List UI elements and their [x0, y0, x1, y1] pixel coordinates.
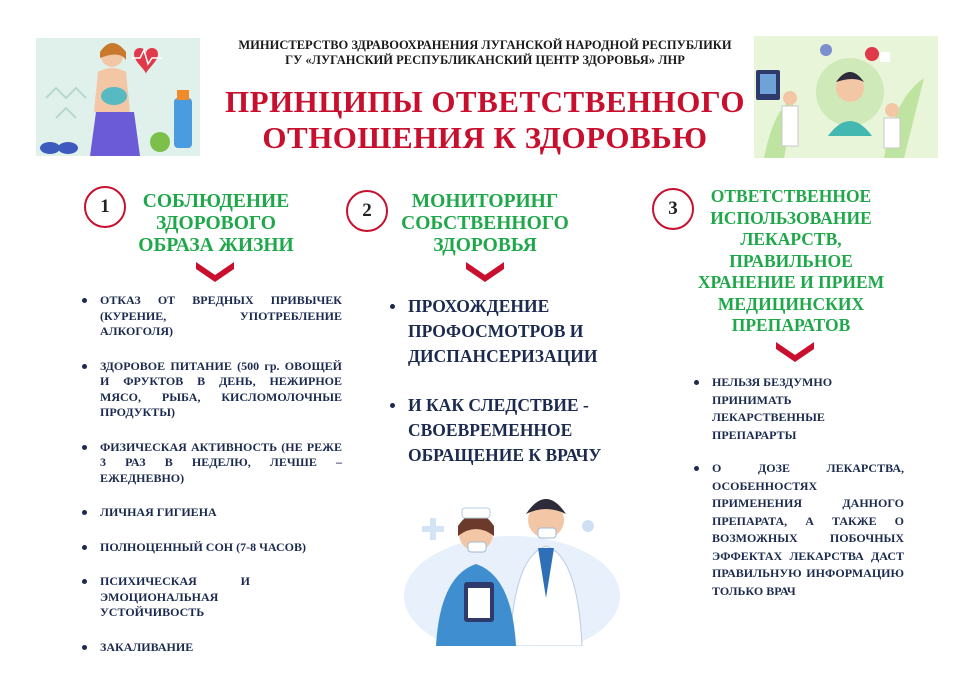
column-3-list [692, 374, 904, 616]
column-3-title-line: ПРАВИЛЬНОЕ [729, 250, 853, 271]
column-3-title-line: ЛЕКАРСТВ, [740, 229, 842, 249]
column-3-title-line: ХРАНЕНИЕ И ПРИЕМ [697, 272, 885, 292]
nurse-doctor-illustration [402, 486, 624, 646]
list-item: НЕЛЬЗЯ БЕЗДУМНО ПРИНИМАТЬ ЛЕКАРСТВЕННЫЕ ПРЕПАРАРТЫ [692, 374, 862, 444]
page-title [200, 84, 770, 156]
title-line-1: ПРИНЦИПЫ ОТВЕТСТВЕННОГО [225, 84, 745, 119]
list-item: ОТКАЗ ОТ ВРЕДНЫХ ПРИВЫЧЕК (КУРЕНИЕ, УПОТРЕБЛЕНИЕ АЛКОГОЛЯ) [80, 293, 342, 340]
chevron-down-icon [466, 262, 504, 282]
column-3-title-line: МЕДИЦИНСКИХ [717, 293, 865, 314]
list-item: О ДОЗЕ ЛЕКАРСТВА, ОСОБЕННОСТЯХ ПРИМЕНЕНИЯ ДАННОГО ПРЕПАРАТА, А ТАКЖЕ О ВОЗМОЖНЫХ ПОБОЧНЫХ ЭФФЕКТАХ ЛЕКАРСТВА ДАСТ ПРАВИЛЬНУЮ ИНФОРМАЦИЮ ТОЛЬКО ВРАЧ [692, 460, 904, 600]
column-1-list [80, 293, 342, 674]
column-2-list [388, 294, 618, 492]
list-item: ПОЛНОЦЕННЫЙ СОН (7-8 ЧАСОВ) [80, 540, 342, 556]
column-2-title-line: МОНИТОРИНГ [411, 191, 559, 212]
column-3-title-line: ИСПОЛЬЗОВАНИЕ [710, 207, 872, 228]
list-item: ФИЗИЧЕСКАЯ АКТИВНОСТЬ (НЕ РЕЖЕ 3 РАЗ В НЕДЕЛЮ, ЛЕЧШЕ – ЕЖЕДНЕВНО) [80, 440, 342, 487]
column-2-title [388, 191, 582, 257]
column-3-title-line: ОТВЕТСТВЕННОЕ [710, 186, 872, 206]
column-2-title-line: ЗДОРОВЬЯ [433, 235, 537, 256]
list-item: ПРОХОЖДЕНИЕ ПРОФОСМОТРОВ И ДИСПАНСЕРИЗАЦИИ [388, 294, 618, 369]
column-1-title [126, 191, 306, 257]
title-line-2: ОТНОШЕНИЯ К ЗДОРОВЬЮ [262, 120, 708, 155]
list-item: И КАК СЛЕДСТВИЕ - СВОЕВРЕМЕННОЕ ОБРАЩЕНИЕ К ВРАЧУ [388, 393, 618, 468]
column-3-title [686, 186, 896, 337]
column-2-title-line: СОБСТВЕННОГО [401, 213, 569, 234]
list-item: ЗАКАЛИВАНИЕ [80, 640, 342, 656]
ministry-line-2: ГУ «ЛУГАНСКИЙ РЕСПУБЛИКАНСКИЙ ЦЕНТР ЗДОРОВЬЯ» ЛНР [285, 53, 685, 67]
healthy-woman-illustration [36, 38, 200, 156]
step-number-2: 2 [346, 190, 388, 232]
list-item: ЗДОРОВОЕ ПИТАНИЕ (500 гр. ОВОЩЕЙ И ФРУКТОВ В ДЕНЬ, НЕЖИРНОЕ МЯСО, РЫБА, КИСЛОМОЛОЧНЫЕ ПРОДУКТЫ) [80, 359, 342, 421]
chevron-down-icon [776, 342, 814, 362]
ministry-header [220, 38, 750, 68]
doctors-patient-illustration [754, 36, 938, 158]
column-1-title-line: СОБЛЮДЕНИЕ [142, 191, 290, 212]
column-3-title-line: ПРЕПАРАТОВ [731, 315, 851, 335]
step-number-3: 3 [652, 188, 694, 230]
column-1-title-line: ОБРАЗА ЖИЗНИ [138, 235, 294, 256]
chevron-down-icon [196, 262, 234, 282]
column-1-title-line: ЗДОРОВОГО [156, 213, 276, 234]
ministry-line-1: МИНИСТЕРСТВО ЗДРАВООХРАНЕНИЯ ЛУГАНСКОЙ НАРОДНОЙ РЕСПУБЛИКИ [238, 38, 732, 52]
list-item: ПСИХИЧЕСКАЯ И ЭМОЦИОНАЛЬНАЯ УСТОЙЧИВОСТЬ [80, 574, 250, 621]
list-item: ЛИЧНАЯ ГИГИЕНА [80, 505, 342, 521]
step-number-1: 1 [84, 186, 126, 228]
